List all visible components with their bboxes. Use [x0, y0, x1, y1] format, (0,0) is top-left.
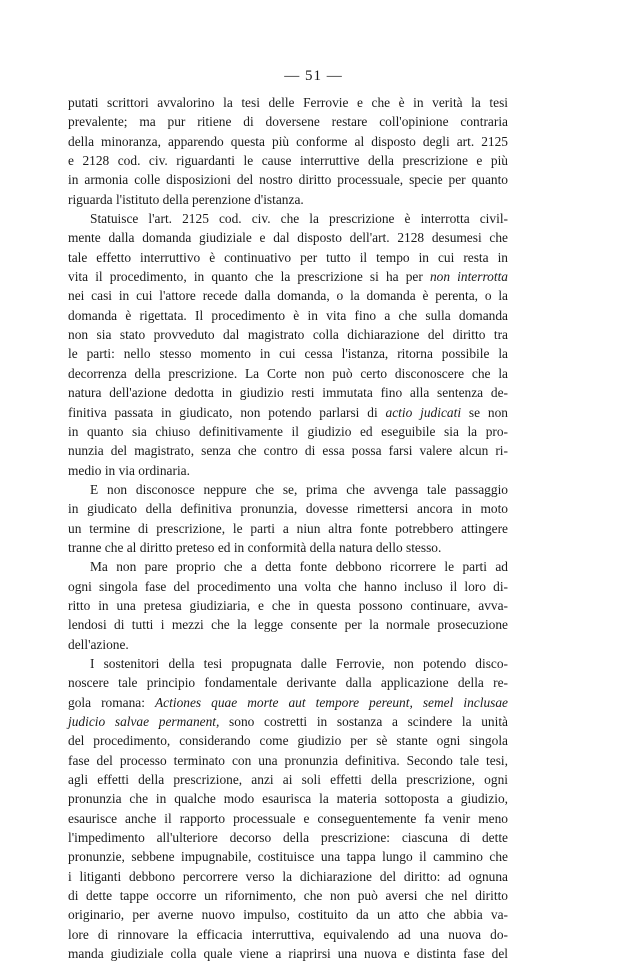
text-line — [68, 847, 508, 866]
text-line — [68, 325, 508, 344]
text-segment: riguarda l'istituto della perenzione d'istanza. — [68, 191, 304, 207]
text-segment: agli effetti della prescrizione, anzi ai soli effetti della prescrizione, ogni — [68, 772, 508, 788]
text-segment: del procedimento, considerando come giudizio per sè stante ogni singola — [68, 733, 508, 749]
text-segment: natura dell'azione dedotta in giudizio resti immutata fino alla sentenza de- — [68, 385, 508, 401]
text-line — [68, 132, 508, 151]
text-line — [68, 403, 508, 422]
text-segment: I sostenitori della tesi propugnata dalle Ferrovie, non potendo disco- — [90, 655, 508, 671]
text-segment: pronunzia che in qualche modo esaurisca la materia sottoposta a giudizio, — [68, 791, 508, 807]
text-segment: se non — [461, 404, 508, 420]
text-segment: della minoranza, apparendo questa più conforme al disposto degli art. 2125 — [68, 133, 508, 149]
text-line — [68, 190, 508, 209]
text-segment: un termine di prescrizione, le parti a niun altra fonte potrebbero attingere — [68, 520, 508, 536]
text-segment: non sia stato provveduto dal magistrato colla dichiarazione del diritto tra — [68, 327, 508, 343]
text-segment: dell'azione. — [68, 636, 129, 652]
text-line — [68, 364, 508, 383]
italic-text-segment: judicio salvae permanent, — [68, 714, 220, 729]
text-segment: ritto in una pretesa giudiziaria, e che in questa possono continuare, avva- — [68, 597, 508, 613]
page-number: — 51 — — [284, 68, 343, 84]
text-segment: mente dalla domanda giudiziale e dal disposto dell'art. 2128 desumesi che — [68, 230, 508, 246]
text-line — [68, 519, 508, 538]
text-segment: fase del processo terminato con una pronunzia definitiva. Secondo tale tesi, — [68, 752, 508, 768]
text-line — [68, 209, 508, 228]
text-segment: sono costretti in sostanza a scindere la unità — [219, 714, 508, 729]
text-line — [68, 228, 508, 247]
text-segment: vita il procedimento, in quanto che la prescrizione si ha per — [68, 269, 430, 285]
text-segment: lore di rinnovare la efficacia interruttiva, equivalendo ad una nuova do- — [68, 926, 508, 942]
text-segment: noscere tale principio fondamentale derivante dalla applicazione della re- — [68, 675, 508, 691]
italic-text-segment: actio judicati — [385, 404, 462, 420]
text-line — [68, 577, 508, 596]
text-line — [68, 905, 508, 924]
text-segment: tranne che al diritto preteso ed in conformità della natura dello stesso. — [68, 539, 442, 555]
text-line — [68, 867, 508, 886]
text-line — [68, 615, 508, 634]
text-line — [68, 480, 508, 499]
text-line — [68, 306, 508, 325]
text-line — [68, 286, 508, 305]
text-line — [68, 635, 508, 654]
text-segment: esaurisce anche il rapporto processuale e conseguentemente fa venir meno — [68, 810, 508, 826]
text-segment: nunzia del magistrato, senza che contro di essa possa farsi valere alcun ri- — [68, 443, 508, 459]
italic-text-segment: Actiones quae morte aut tempore pereunt, semel inclusae — [155, 694, 508, 710]
text-line — [68, 596, 508, 615]
text-segment: in quanto sia chiuso definitivamente il giudizio ed eseguibile sia la pro- — [68, 423, 508, 439]
text-segment: finitiva passata in giudicato, non potendo parlarsi di — [68, 404, 386, 420]
text-line — [68, 654, 508, 673]
text-segment: putati scrittori avvalorino la tesi delle Ferrovie e che è in verità la tesi — [68, 95, 508, 110]
text-segment: prevalente; ma pur ritiene di doversene restare coll'opinione contraria — [68, 114, 508, 130]
text-segment: originario, per averne nuovo impulso, costituito da un atto che abbia va- — [68, 907, 508, 923]
text-segment: le parti: nello stesso momento in cui cessa l'istanza, ritorna possibile la — [68, 346, 508, 362]
text-segment: manda giudiziale colla quale viene a riaprirsi una nuova e distinta fase del — [68, 946, 508, 962]
text-segment: di dette tappe occorre un rifornimento, che non può aversi che nel diritto — [68, 888, 508, 904]
text-line — [68, 499, 508, 518]
text-segment: ogni singola fase del procedimento una volta che hanno incluso il loro di- — [68, 578, 508, 594]
text-segment: medio in via ordinaria. — [68, 462, 190, 478]
text-line — [68, 789, 508, 808]
text-line — [68, 267, 508, 286]
text-line — [68, 112, 508, 131]
text-line — [68, 944, 508, 963]
text-line — [68, 383, 508, 402]
text-segment: gola romana: — [68, 694, 155, 710]
text-segment: i litiganti debbono percorrere verso la dichiarazione del diritto: ad ognuna — [68, 868, 508, 884]
text-line — [68, 731, 508, 750]
text-segment: domanda è rigettata. Il procedimento è in vita fino a che sulla domanda — [68, 307, 508, 323]
text-segment: pronunzie, sebbene impugnabile, costituisce una tappa lungo il cammino che — [68, 849, 508, 865]
text-segment: decorrenza della prescrizione. La Corte non può certo disconoscere che la — [68, 365, 508, 381]
text-line — [68, 344, 508, 363]
text-line — [68, 93, 508, 112]
text-line — [68, 751, 508, 770]
text-line — [68, 693, 508, 712]
text-segment: Ma non pare proprio che a detta fonte debbono ricorrere le parti ad — [90, 559, 508, 575]
text-line — [68, 538, 508, 557]
body-text — [68, 93, 508, 963]
text-line — [68, 673, 508, 692]
text-line — [68, 170, 508, 189]
text-line — [68, 422, 508, 441]
text-segment: nei casi in cui l'attore recede dalla domanda, o la domanda è perenta, o la — [68, 288, 508, 304]
text-line — [68, 828, 508, 847]
text-segment: E non disconosce neppure che se, prima che avvenga tale passaggio — [90, 481, 508, 497]
text-line — [68, 925, 508, 944]
text-line — [68, 441, 508, 460]
text-segment: lendosi di tutti i mezzi che la legge consente per la normale prosecuzione — [68, 617, 508, 633]
italic-text-segment: non interrotta — [429, 269, 508, 285]
text-segment: l'impedimento all'ulteriore decorso della prescrizione: ciascuna di dette — [68, 830, 508, 846]
text-line — [68, 557, 508, 576]
text-line — [68, 151, 508, 170]
text-segment: Statuisce l'art. 2125 cod. civ. che la prescrizione è interrotta civil- — [90, 211, 508, 227]
text-segment: in armonia colle disposizioni del nostro diritto processuale, specie per quanto — [68, 172, 508, 188]
text-segment: in giudicato della definitiva pronunzia, dovesse rimettersi ancora in moto — [68, 501, 508, 517]
text-line — [68, 461, 508, 480]
text-segment: e 2128 cod. civ. riguardanti le cause interruttive della prescrizione e più — [68, 153, 508, 169]
text-line — [68, 809, 508, 828]
text-line — [68, 770, 508, 789]
text-line — [68, 886, 508, 905]
text-line — [68, 712, 508, 731]
text-segment: tale effetto interruttivo è continuativo per tutto il tempo in cui resta in — [68, 249, 508, 265]
text-line — [68, 248, 508, 267]
